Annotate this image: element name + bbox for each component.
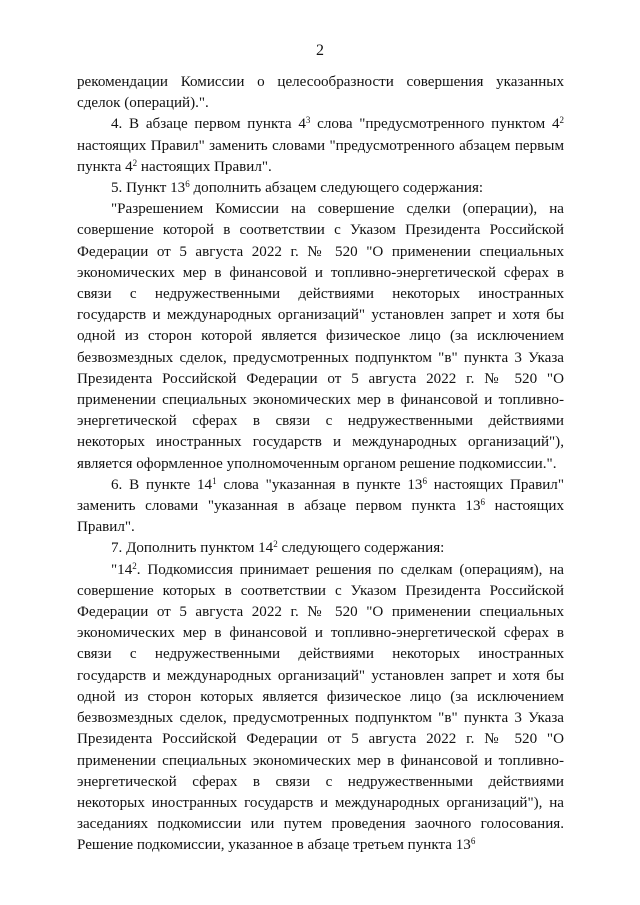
superscript: 2 [132, 157, 138, 168]
text-run: слова "предусмотренного пунктом 4 [310, 116, 560, 133]
paragraph [77, 114, 564, 178]
text-run: "Разрешением Комиссии на совершение сделки (операции), на совершение которой в соответствии с Указом Президента Российской Федерации от 5 августа 2022 г. № 520 "О применении специальных экономических мер в финансовой и топливно-энергетической сферах в связи с недружественными действиями некоторых иностранных государств и международных организаций" установлен запрет и хотя бы одной из сторон которой является физическое лицо (за исключением безвозмездных сделок, предусмотренных подпунктом "в" пункта 3 Указа Президента Российской Федерации от 5 августа 2022 г. № 520 "О применении специальных экономических мер в финансовой и топливно-энергетической сферах в связи с недружественными действиями некоторых иностранных государств и международных организаций"), является оформленное уполномоченным органом решение подкомиссии.". [77, 201, 564, 472]
text-run: слова "указанная в пункте 13 [216, 476, 423, 493]
page-number: 2 [316, 42, 324, 59]
paragraph [77, 199, 564, 475]
text-run: следующего содержания: [277, 540, 445, 557]
superscript: 1 [212, 475, 217, 486]
text-run: 4. В абзаце первом пункта 4 [111, 116, 306, 133]
text-run: настоящих Правил" заменить словами "предусмотренного абзацем первым пункта 4 [77, 137, 564, 175]
paragraph [77, 72, 564, 114]
superscript: 2 [559, 115, 565, 126]
superscript: 6 [470, 836, 476, 847]
document-body [77, 72, 564, 857]
text-run: настоящих Правил". [77, 498, 564, 536]
text-run: дополнить абзацем следующего содержания: [189, 180, 484, 197]
text-run: 7. Дополнить пунктом 14 [111, 540, 274, 557]
superscript: 6 [422, 475, 427, 486]
text-run: настоящих Правил" заменить словами "указанная в абзаце первом пункта 13 [77, 476, 564, 515]
text-run: 5. Пункт 13 [111, 180, 186, 197]
superscript: 2 [273, 539, 278, 550]
superscript: 3 [305, 115, 311, 126]
text-run: рекомендации Комиссии о целесообразности совершения указанных сделок (операций).". [77, 74, 564, 112]
paragraph [77, 538, 564, 559]
text-run: настоящих Правил". [137, 158, 272, 175]
paragraph [77, 560, 564, 857]
paragraph [77, 178, 564, 199]
superscript: 2 [132, 560, 137, 571]
text-run: "14 [111, 561, 133, 578]
paragraph [77, 475, 564, 539]
superscript: 6 [480, 497, 486, 508]
text-run: . Подкомиссия принимает решения по сделкам (операциям), на совершение которых в соответствии с Указом Президента Российской Федерации от 5 августа 2022 г. № 520 "О применении специальных экономических мер в финансовой и топливно-энергетической сферах в связи с недружественными действиями некоторых иностранных государств и международных организаций" установлен запрет и хотя бы одной из сторон которых является физическое лицо (за исключением безвозмездных сделок, предусмотренных подпунктом "в" пункта 3 Указа Президента Российской Федерации от 5 августа 2022 г. № 520 "О применении специальных экономических мер в финансовой и топливно-энергетической сферах в связи с недружественными действиями некоторых иностранных государств и международных организаций"), на заседаниях подкомиссии или путем проведения заочного голосования. Решение подкомиссии, указанное в абзаце третьем пункта 13 [77, 561, 564, 854]
superscript: 6 [185, 179, 190, 190]
text-run: 6. В пункте 14 [111, 476, 213, 493]
